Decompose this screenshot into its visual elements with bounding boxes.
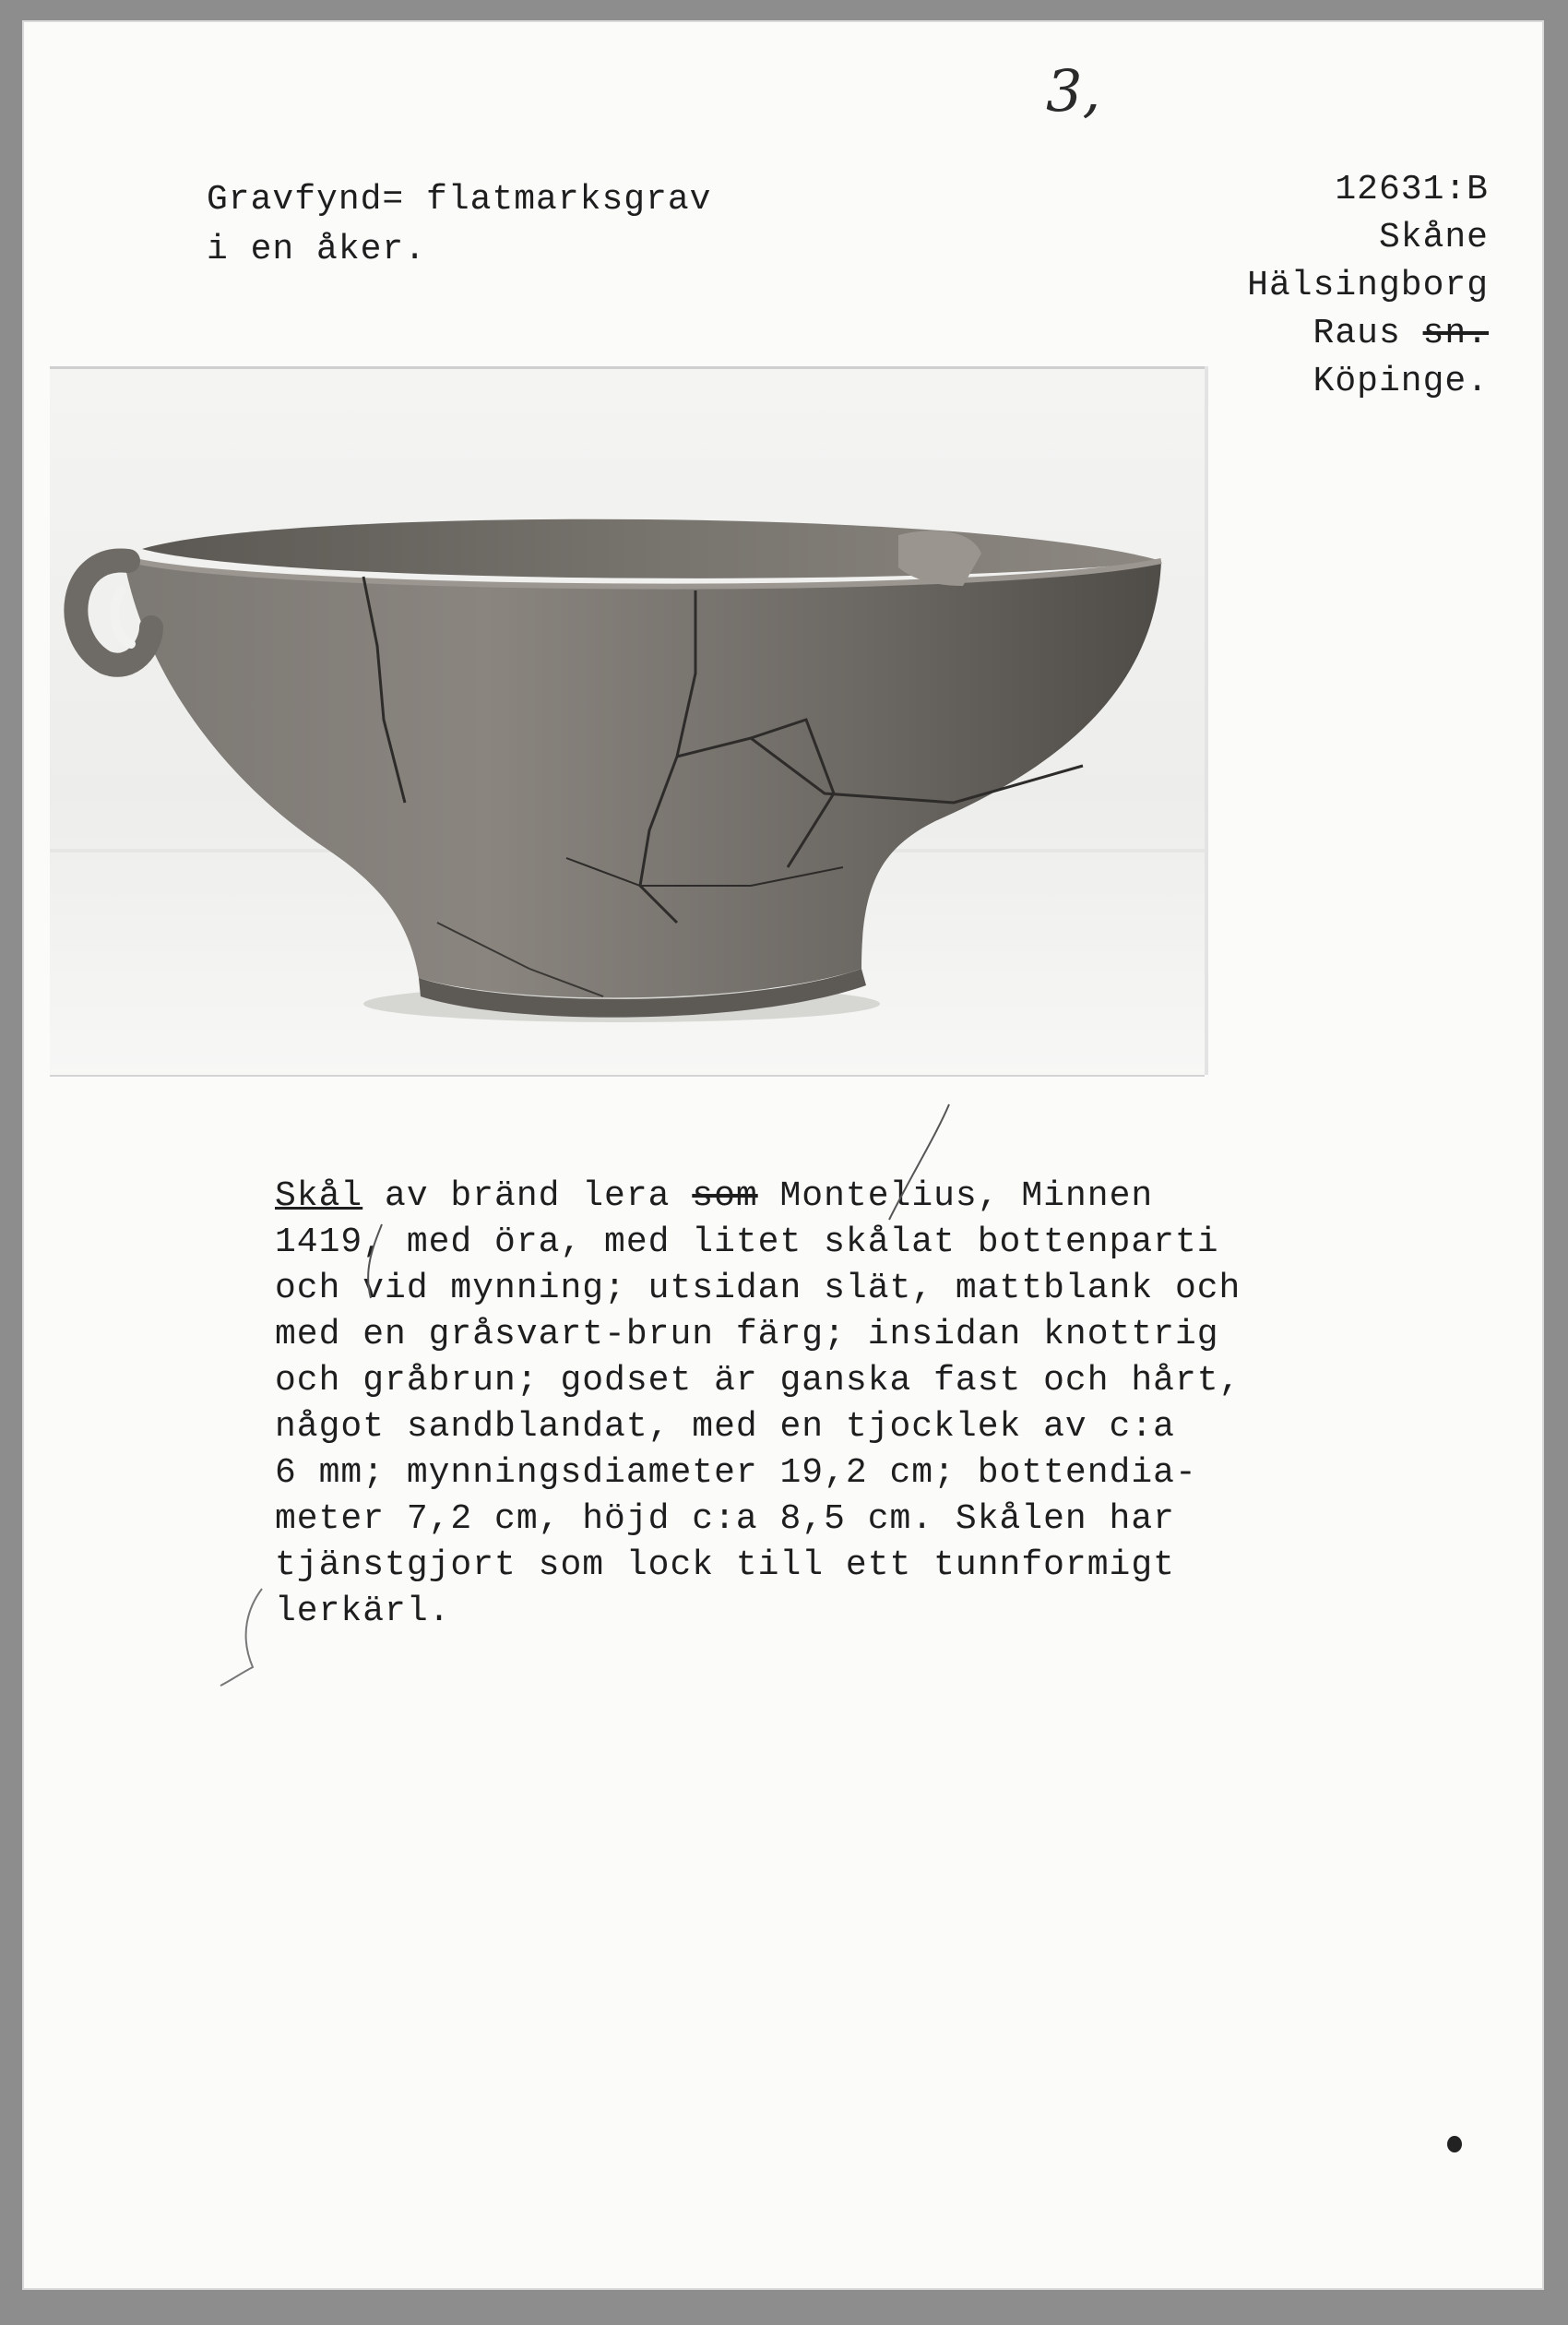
- find-context-line-1: Gravfynd= flatmarksgrav: [207, 180, 712, 220]
- bowl-photo-image: [50, 369, 1205, 1075]
- object-term: Skål: [275, 1176, 363, 1216]
- artifact-photo: [50, 366, 1205, 1075]
- artifact-description: [275, 1174, 1382, 1635]
- parish-suffix-struck: sn.: [1422, 314, 1489, 353]
- find-context-line-2: i en åker.: [207, 230, 427, 269]
- description-line: och gråbrun; godset är ganska fast och hårt,: [275, 1361, 1241, 1401]
- description-line: meter 7,2 cm, höjd c:a 8,5 cm. Skålen har: [275, 1499, 1175, 1539]
- ink-dot: [1447, 2136, 1462, 2152]
- description-line: och vid mynning; utsidan slät, mattblank och: [275, 1269, 1241, 1308]
- province: Skåne: [1378, 218, 1489, 257]
- description-line: tjänstgjort som lock till ett tunnformigt: [275, 1545, 1175, 1585]
- archive-card: [22, 20, 1544, 2290]
- description-line: med en gråsvart-brun färg; insidan knottrig: [275, 1315, 1219, 1354]
- description-line: 1419, med öra, med litet skålat bottenparti: [275, 1222, 1219, 1262]
- description-line-1: Skål av bränd lera som Montelius, Minnen: [275, 1176, 1154, 1216]
- page-number: 3,: [1046, 57, 1101, 125]
- pen-comma-mark: [354, 1220, 391, 1303]
- description-line: 6 mm; mynningsdiameter 19,2 cm; bottendia-: [275, 1453, 1197, 1493]
- find-context: [207, 175, 712, 275]
- struck-word: som: [692, 1176, 758, 1216]
- parish: [1212, 310, 1489, 358]
- description-line: lerkärl.: [275, 1592, 451, 1631]
- catalog-number: 12631:B: [1335, 170, 1489, 209]
- parish-name: Raus: [1313, 314, 1401, 353]
- pen-margin-mark: [211, 1580, 276, 1690]
- place: Köpinge.: [1313, 362, 1489, 401]
- catalog-block: [1212, 166, 1489, 406]
- pen-slash-mark: [880, 1100, 963, 1229]
- district: Hälsingborg: [1247, 266, 1489, 305]
- description-line: något sandblandat, med en tjocklek av c:a: [275, 1407, 1175, 1447]
